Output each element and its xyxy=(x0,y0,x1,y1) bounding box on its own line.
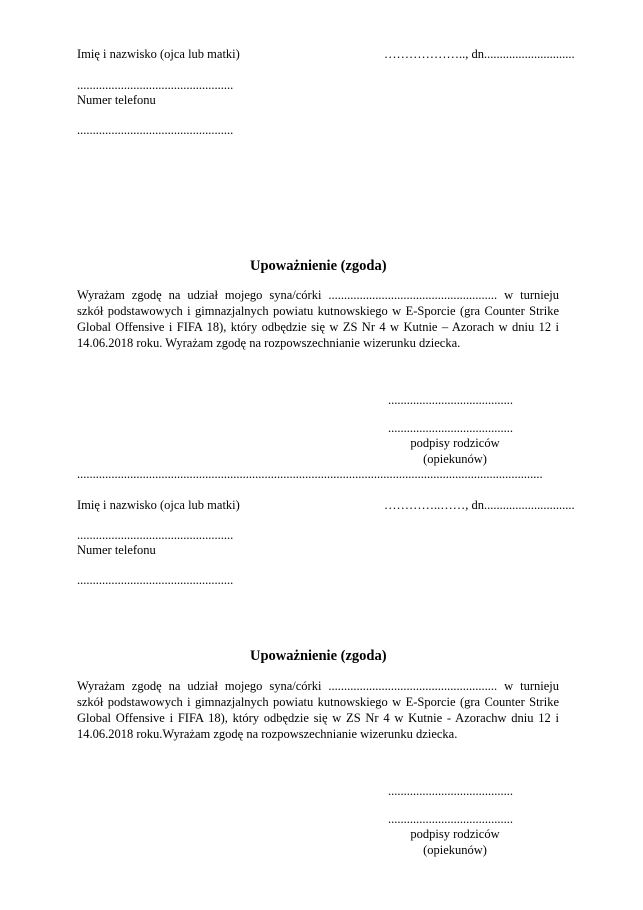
signature-line: ........................................ xyxy=(388,421,513,435)
consent-line: 14.06.2018 roku. Wyrażam zgodę na rozpowszechnianie wizerunku dziecka. xyxy=(77,336,461,350)
parent-name-dots: .................................................. xyxy=(77,78,234,92)
signature-line: ........................................ xyxy=(388,812,513,826)
consent-line: szkół podstawowych i gimnazjalnych powiatu kutnowskiego w E-Sporcie (gra Counter Strike xyxy=(77,695,559,709)
consent-title: Upoważnienie (zgoda) xyxy=(250,648,387,664)
consent-line: Wyrażam zgodę na udział mojego syna/córki ...................................................... w turnieju xyxy=(77,288,559,302)
signature-label-guardians: (opiekunów) xyxy=(423,843,487,857)
signature-line: ........................................ xyxy=(388,784,513,798)
parent-name-dots: .................................................. xyxy=(77,528,234,542)
signature-label-guardians: (opiekunów) xyxy=(423,452,487,466)
signature-line: ........................................ xyxy=(388,393,513,407)
consent-line: Wyrażam zgodę na udział mojego syna/córki ...................................................... w turnieju xyxy=(77,679,559,693)
consent-line: Global Offensive i FIFA 18), który odbędzie się w ZS Nr 4 w Kutnie – Azorach w dniu 12 i xyxy=(77,320,559,334)
signature-label: podpisy rodziców xyxy=(410,827,500,841)
signature-label: podpisy rodziców xyxy=(410,436,500,450)
parent-name-label: Imię i nazwisko (ojca lub matki) xyxy=(77,47,240,61)
place-date-field: ……………….., dn............................. xyxy=(384,47,575,61)
place-date-field: …………..……, dn............................. xyxy=(384,498,575,512)
cut-line: ..................................................................................................................................................... xyxy=(77,467,543,481)
consent-title: Upoważnienie (zgoda) xyxy=(250,258,387,274)
phone-dots: .................................................. xyxy=(77,123,234,137)
phone-dots: .................................................. xyxy=(77,573,234,587)
consent-paragraph xyxy=(77,287,559,351)
phone-label: Numer telefonu xyxy=(77,93,156,107)
parent-name-label: Imię i nazwisko (ojca lub matki) xyxy=(77,498,240,512)
consent-paragraph xyxy=(77,678,559,742)
consent-line: 14.06.2018 roku.Wyrażam zgodę na rozpowszechnianie wizerunku dziecka. xyxy=(77,727,458,741)
consent-line: Global Offensive i FIFA 18), który odbędzie się w ZS Nr 4 w Kutnie - Azorachw dniu 12 i xyxy=(77,711,559,725)
phone-label: Numer telefonu xyxy=(77,543,156,557)
consent-line: szkół podstawowych i gimnazjalnych powiatu kutnowskiego w E-Sporcie (gra Counter Strike xyxy=(77,304,559,318)
